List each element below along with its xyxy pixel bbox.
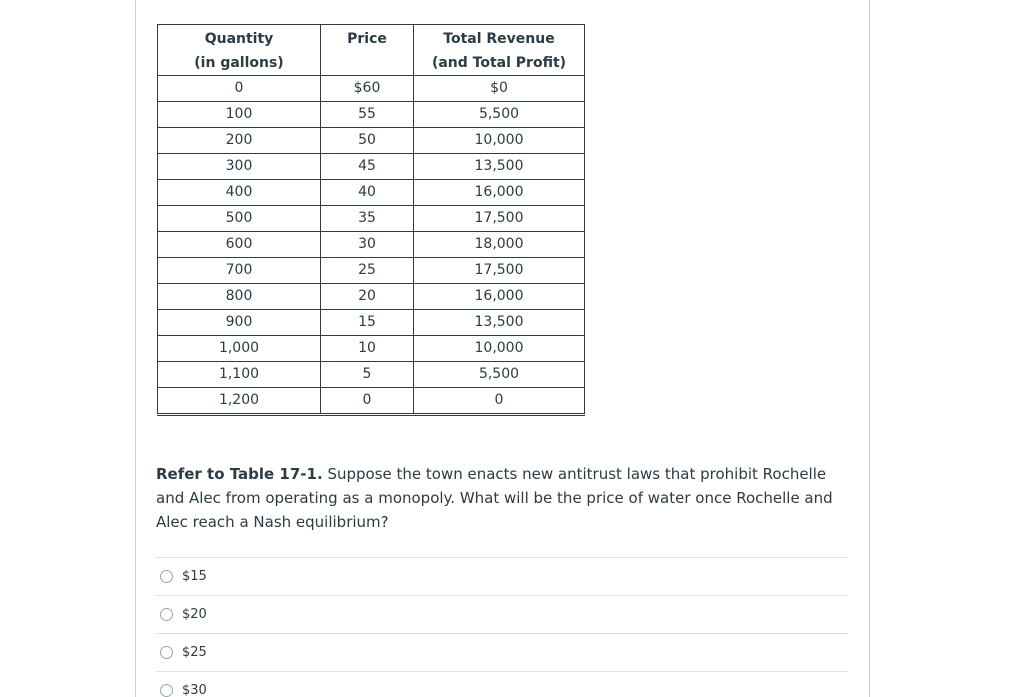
- table-row: [158, 154, 585, 180]
- revenue-cell: 16,000: [414, 180, 585, 206]
- quantity-cell: 1,000: [158, 336, 321, 362]
- revenue-cell: 18,000: [414, 232, 585, 258]
- revenue-cell: 16,000: [414, 284, 585, 310]
- answer-option[interactable]: [156, 671, 848, 697]
- table-row: [158, 388, 585, 415]
- question-card: [135, 0, 870, 697]
- revenue-cell: 13,500: [414, 154, 585, 180]
- table-row: [158, 310, 585, 336]
- header-quantity: [158, 25, 321, 76]
- revenue-cell: 10,000: [414, 336, 585, 362]
- quantity-cell: 0: [158, 76, 321, 102]
- radio-button[interactable]: [160, 684, 173, 697]
- revenue-cell: 5,500: [414, 102, 585, 128]
- price-cell: 45: [321, 154, 414, 180]
- quantity-cell: 600: [158, 232, 321, 258]
- quantity-cell: 1,100: [158, 362, 321, 388]
- header-quantity-line1: Quantity: [204, 31, 274, 47]
- price-cell: $60: [321, 76, 414, 102]
- price-cell: 20: [321, 284, 414, 310]
- quantity-cell: 700: [158, 258, 321, 284]
- quantity-cell: 400: [158, 180, 321, 206]
- radio-button[interactable]: [160, 646, 173, 659]
- price-cell: 0: [321, 388, 414, 415]
- quantity-cell: 100: [158, 102, 321, 128]
- quantity-cell: 900: [158, 310, 321, 336]
- price-cell: 30: [321, 232, 414, 258]
- revenue-cell: 0: [414, 388, 585, 415]
- price-cell: 5: [321, 362, 414, 388]
- price-cell: 15: [321, 310, 414, 336]
- question-reference: Refer to Table 17-1.: [156, 465, 323, 483]
- price-cell: 55: [321, 102, 414, 128]
- header-revenue-line2: (and Total Profit): [431, 55, 567, 71]
- header-quantity-line2: (in gallons): [194, 55, 284, 71]
- answer-label[interactable]: $20: [182, 607, 207, 622]
- revenue-cell: $0: [414, 76, 585, 102]
- table-row: [158, 102, 585, 128]
- revenue-cell: 10,000: [414, 128, 585, 154]
- revenue-cell: 17,500: [414, 206, 585, 232]
- table-row: [158, 76, 585, 102]
- header-revenue-line1: Total Revenue: [443, 31, 555, 47]
- table-row: [158, 232, 585, 258]
- question-body: Suppose the town enacts new antitrust laws that prohibit Rochelle and Alec from operating as a monopoly. What will be the price of water once Rochelle and Alec reach a Nash equilibrium?: [156, 465, 833, 531]
- quantity-cell: 800: [158, 284, 321, 310]
- table-row: [158, 258, 585, 284]
- revenue-cell: 13,500: [414, 310, 585, 336]
- quantity-cell: 300: [158, 154, 321, 180]
- data-table: [157, 24, 585, 416]
- table-row: [158, 284, 585, 310]
- quantity-cell: 500: [158, 206, 321, 232]
- table-header-row: [158, 25, 585, 76]
- radio-button[interactable]: [160, 570, 173, 583]
- table-row: [158, 206, 585, 232]
- revenue-cell: 17,500: [414, 258, 585, 284]
- header-price-line1: Price: [347, 31, 387, 47]
- table-row: [158, 128, 585, 154]
- table-row: [158, 336, 585, 362]
- price-cell: 35: [321, 206, 414, 232]
- table-row: [158, 362, 585, 388]
- radio-button[interactable]: [160, 608, 173, 621]
- answer-option[interactable]: [156, 557, 848, 595]
- price-cell: 10: [321, 336, 414, 362]
- revenue-cell: 5,500: [414, 362, 585, 388]
- price-cell: 25: [321, 258, 414, 284]
- header-price: [321, 25, 414, 76]
- table-row: [158, 180, 585, 206]
- answer-label[interactable]: $30: [182, 683, 207, 697]
- table-body: [158, 76, 585, 415]
- price-cell: 40: [321, 180, 414, 206]
- answer-option[interactable]: [156, 595, 848, 633]
- question-text: [156, 462, 856, 534]
- quantity-cell: 1,200: [158, 388, 321, 415]
- answer-list: [156, 557, 848, 697]
- answer-label[interactable]: $25: [182, 645, 207, 660]
- answer-option[interactable]: [156, 633, 848, 671]
- answer-label[interactable]: $15: [182, 569, 207, 584]
- price-cell: 50: [321, 128, 414, 154]
- quantity-cell: 200: [158, 128, 321, 154]
- header-total-revenue: [414, 25, 585, 76]
